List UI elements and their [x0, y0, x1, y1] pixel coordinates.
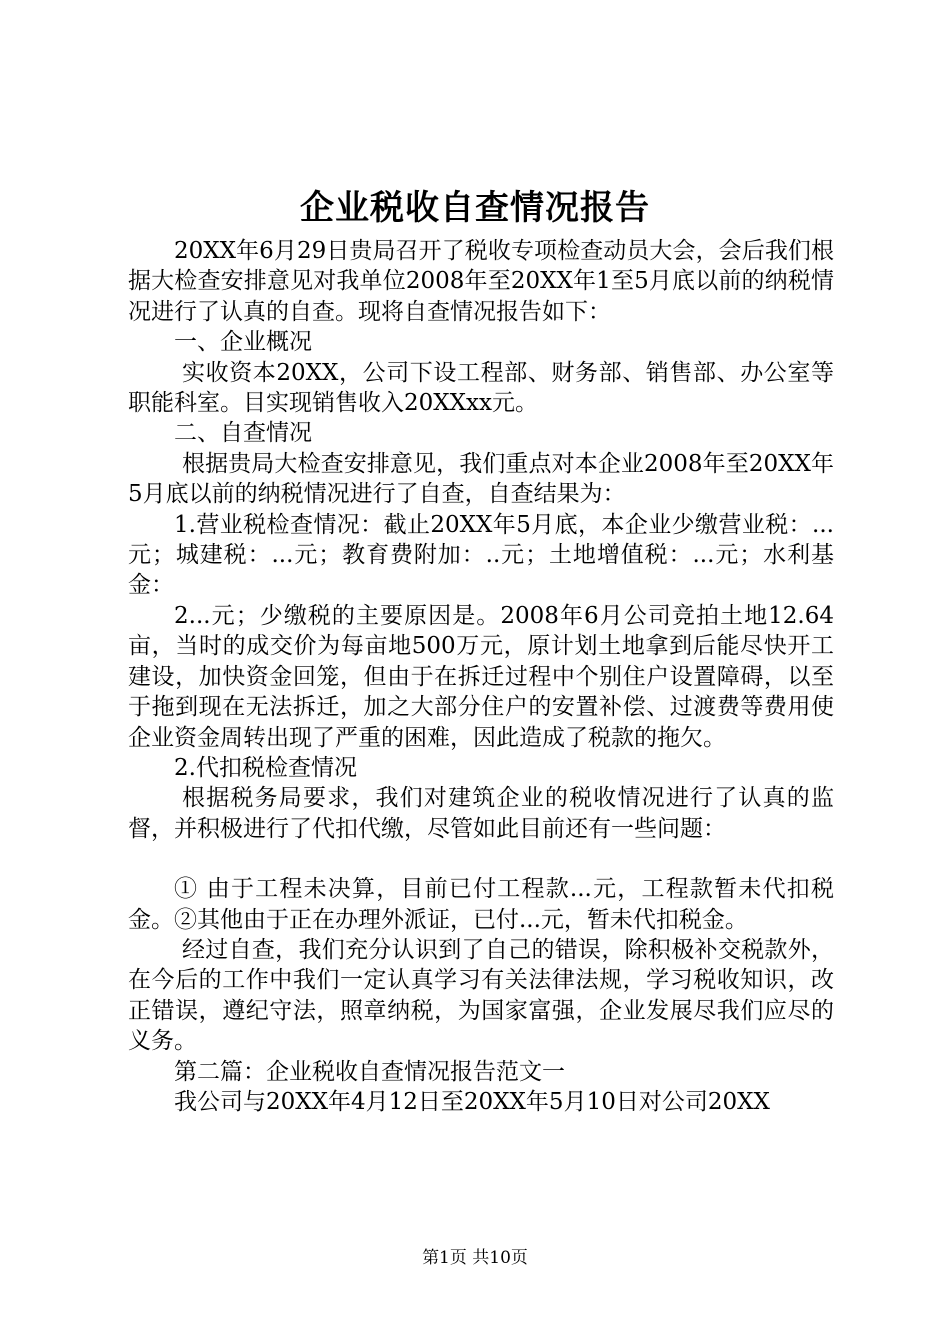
paragraph-part-two-start: 我公司与20XX年4月12日至20XX年5月10日对公司20XX — [174, 1088, 770, 1115]
paragraph-overview: 实收资本20XX，公司下设工程部、财务部、销售部、办公室等职能科室。目实现销售收入20XXxx元。 — [128, 359, 834, 417]
section-heading-overview: 一、企业概况 — [174, 329, 312, 356]
paragraph-intro: 20XX年6月29日贵局召开了税收专项检查动员大会，会后我们根据大检查安排意见对我单位2008年至20XX年1至5月底以前的纳税情况进行了认真的自查。现将自查情况报告如下： — [128, 238, 834, 325]
section-heading-withholding: 2.代扣税检查情况 — [174, 754, 357, 781]
page-number: 第1页 共10页 — [422, 1248, 528, 1268]
paragraph-business-tax: 1.营业税检查情况：截止20XX年5月底，本企业少缴营业税：...元；城建税：...元；教育费附加：..元；土地增值税：...元；水利基金： — [128, 511, 834, 599]
paragraph-withholding: 根据税务局要求，我们对建筑企业的税收情况进行了认真的监督，并积极进行了代扣代缴，尽管如此目前还有一些问题： — [128, 785, 834, 842]
document-body — [128, 236, 834, 1117]
paragraph-conclusion: 经过自查，我们充分认识到了自己的错误，除积极补交税款外，在今后的工作中我们一定认真学习有关法律法规，学习税收知识，改正错误，遵纪守法，照章纳税，为国家富强，企业发展尽我们应尽的义务。 — [128, 936, 834, 1055]
paragraph-self-check: 根据贵局大检查安排意见，我们重点对本企业2008年至20XX年5月底以前的纳税情况进行了自查，自查结果为： — [128, 450, 834, 508]
paragraph-underpaid-reason: 2...元；少缴税的主要原因是。2008年6月公司竞拍土地12.64亩，当时的成交价为每亩地500万元，原计划土地拿到后能尽快开工建设，加快资金回笼，但由于在拆迁过程中个别住户设置障碍，以至于拖到现在无法拆迁，加之大部分住户的安置补偿、过渡费等费用使企业资金周转出现了严重的困难，因此造成了税款的拖欠。 — [128, 602, 834, 751]
section-heading-self-check: 二、自查情况 — [174, 420, 312, 447]
paragraph-issues: ① 由于工程未决算，目前已付工程款...元，工程款暂未代扣税金。②其他由于正在办理外派证，已付...元，暂未代扣税金。 — [128, 876, 834, 933]
section-heading-part-two: 第二篇：企业税收自查情况报告范文一 — [174, 1058, 565, 1085]
document-title: 企业税收自查情况报告 — [300, 188, 650, 228]
